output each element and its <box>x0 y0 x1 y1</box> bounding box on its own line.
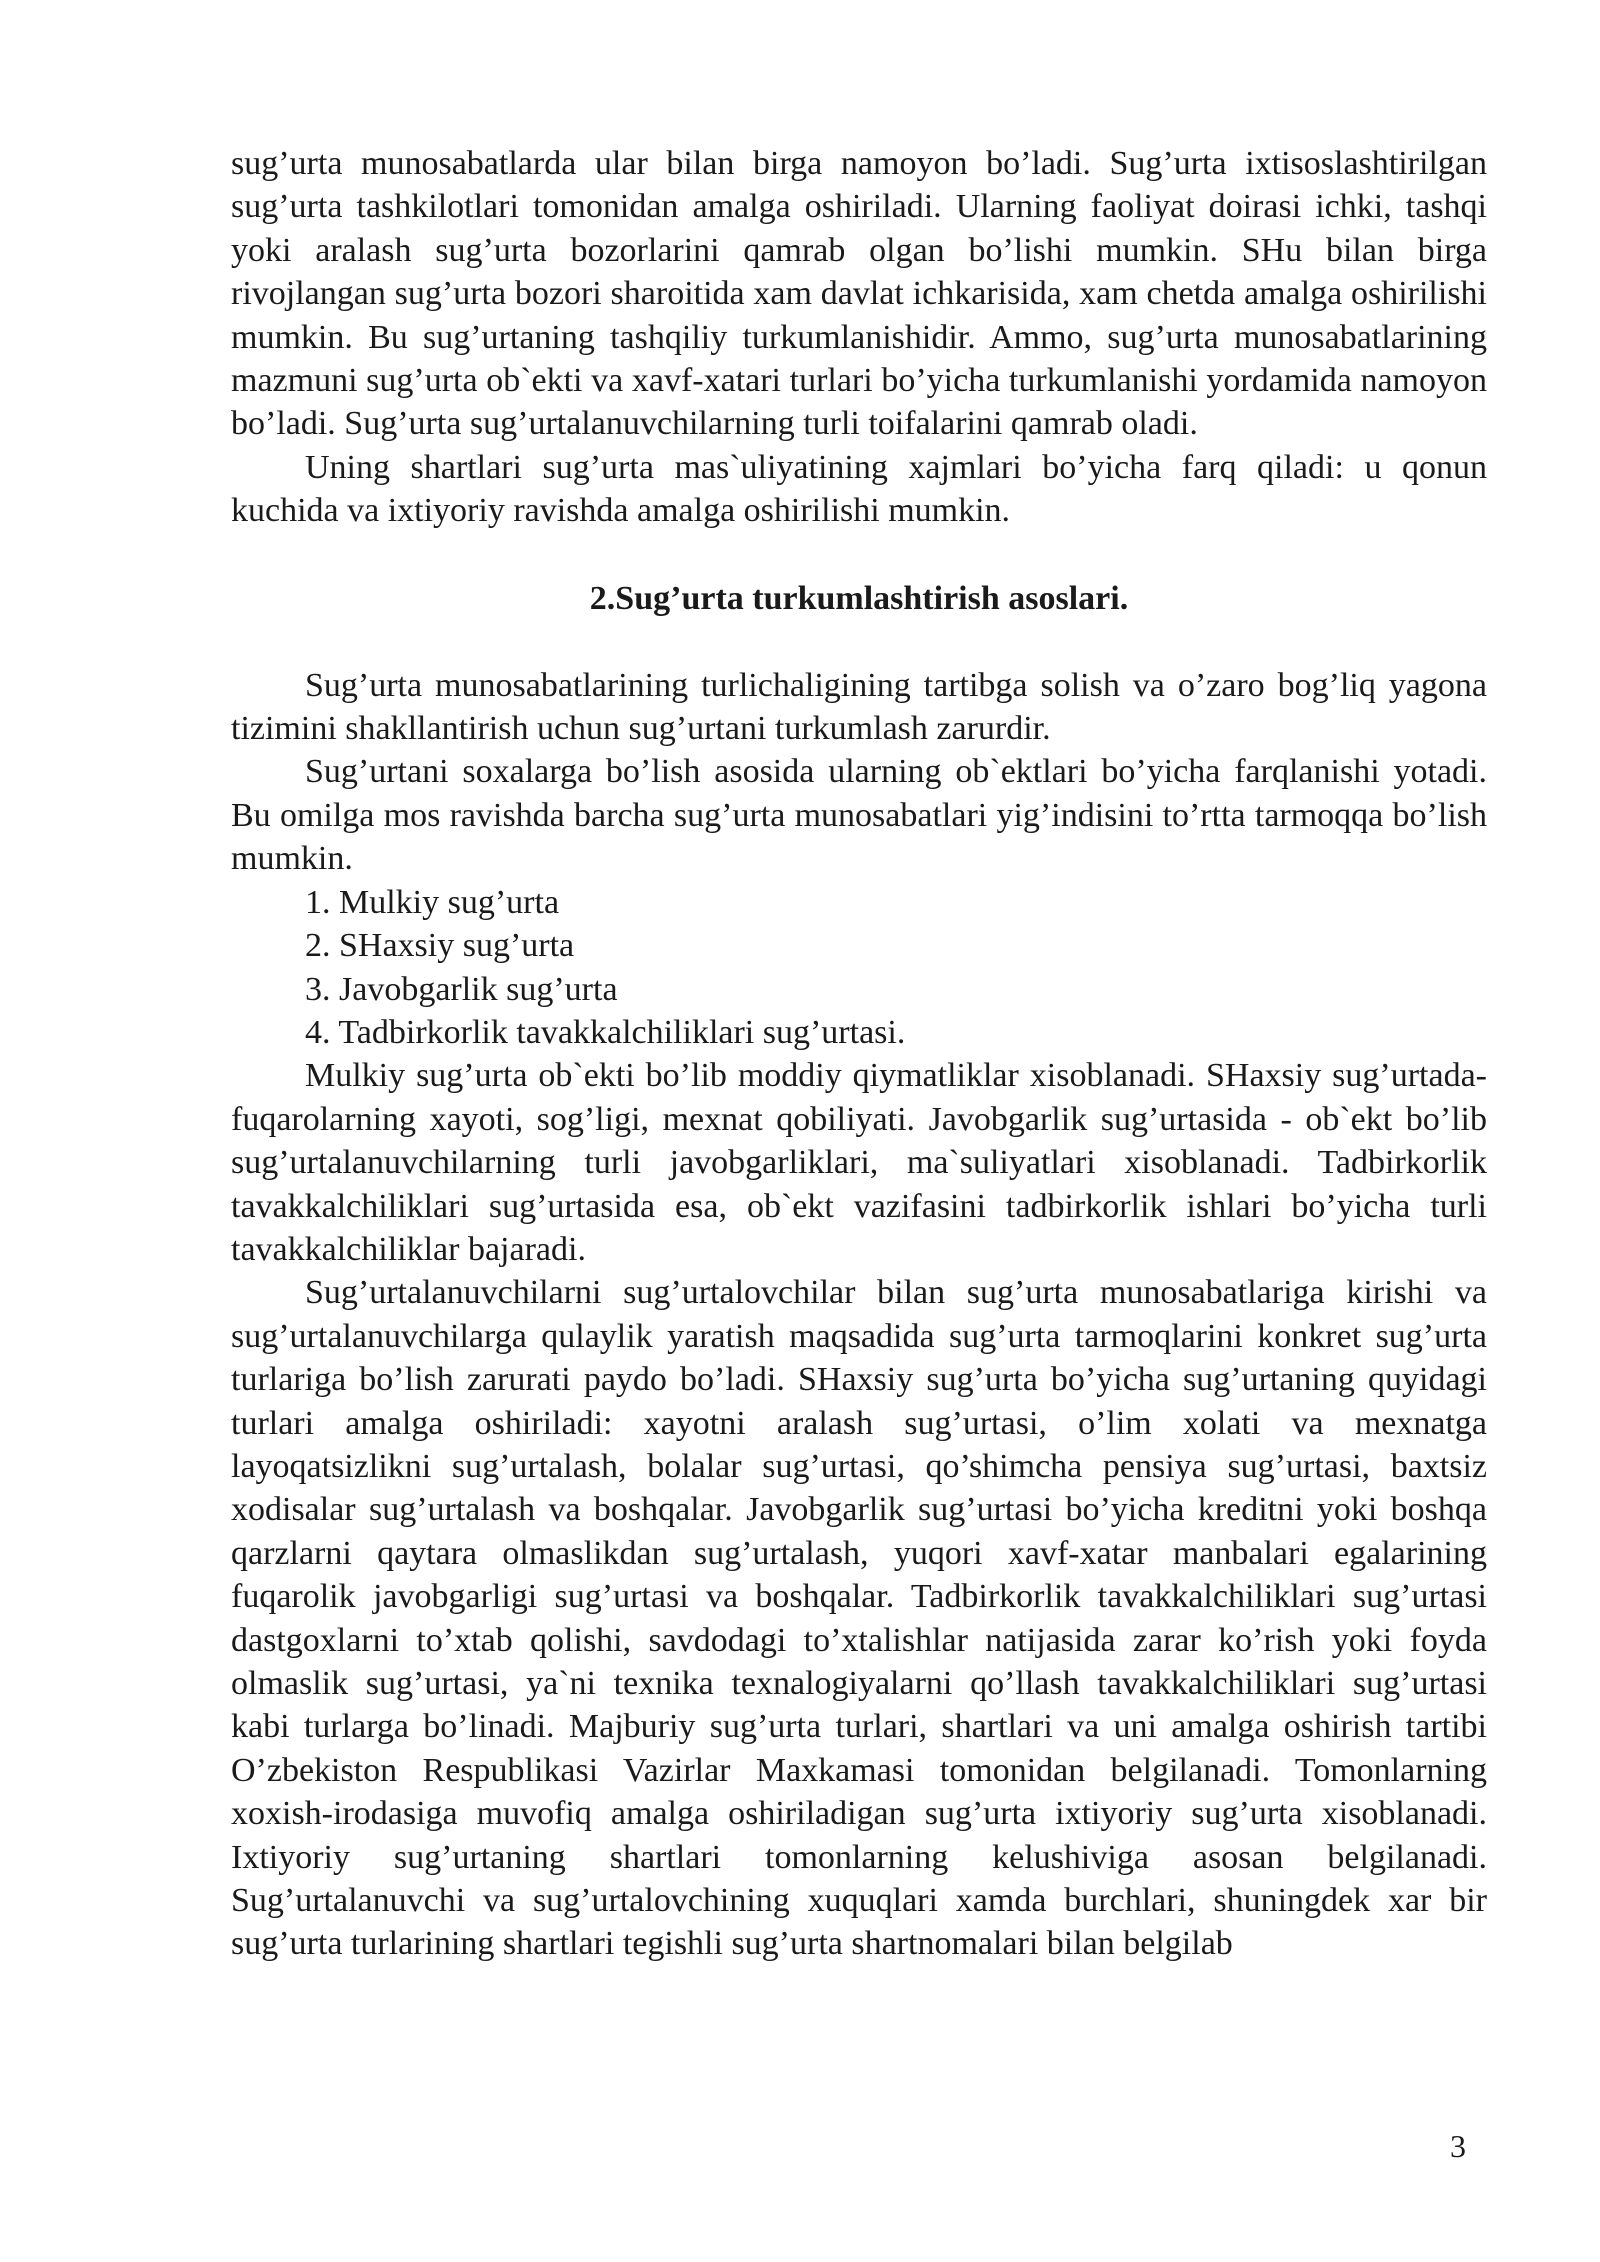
paragraph-6: Sug’urtalanuvchilarni sug’urtalovchilar bilan sug’urta munosabatlariga kirishi va sug’urtalanuvchilarga qulaylik yaratish maqsadida sug’urta tarmoqlarini konkret sug’urta turlariga bo’lish zarurati paydo bo’ladi. SHaxsiy sug’urta bo’yicha sug’urtaning quyidagi turlari amalga oshiriladi: xayotni aralash sug’urtasi, o’lim xolati va mexnatga layoqatsizlikni sug’urtalash, bolalar sug’urtasi, qo’shimcha pensiya sug’urtasi, baxtsiz xodisalar sug’urtalash va boshqalar. Javobgarlik sug’urtasi bo’yicha kreditni yoki boshqa qarzlarni qaytara olmaslikdan sug’urtalash, yuqori xavf-xatar manbalari egalarining fuqarolik javobgarligi sug’urtasi va boshqalar. Tadbirkorlik tavakkalchiliklari sug’urtasi dastgoxlarni to’xtab qolishi, savdodagi to’xtalishlar natijasida zarar ko’rish yoki foyda olmaslik sug’urtasi, ya`ni texnika texnalogiyalarni qo’llash tavakkalchiliklari sug’urtasi kabi turlarga bo’linadi. Majburiy sug’urta turlari, shartlari va uni amalga oshirish tartibi O’zbekiston Respublikasi Vazirlar Maxkamasi tomonidan belgilanadi. Tomonlarning xoxish-irodasiga muvofiq amalga oshiriladigan sug’urta ixtiyoriy sug’urta xisoblanadi. Ixtiyoriy sug’urtaning shartlari tomonlarning kelushiviga asosan belgilanadi. Sug’urtalanuvchi va sug’urtalovchining xuquqlari xamda burchlari, shuningdek xar bir sug’urta turlarining shartlari tegishli sug’urta shartnomalari bilan belgilab <box>231 1274 1487 1963</box>
page-number: 3 <box>1450 2128 1466 2164</box>
paragraph-5: Mulkiy sug’urta ob`ekti bo’lib moddiy qiymatliklar xisoblanadi. SHaxsiy sug’urtada- fuqarolarning xayoti, sog’ligi, mexnat qobiliyati. Javobgarlik sug’urtasida - ob`ekt bo’lib sug’urtalanuvchilarning turli javobgarliklari, ma`suliyatlari xisoblanadi. Tadbirkorlik tavakkalchiliklari sug’urtasida esa, ob`ekt vazifasini tadbirkorlik ishlari bo’yicha turli tavakkalchiliklar bajaradi. <box>231 1057 1487 1268</box>
paragraph-4: Sug’urtani soxalarga bo’lish asosida ularning ob`ektlari bo’yicha farqlanishi yotadi. Bu omilga mos ravishda barcha sug’urta munosabatlari yig’indisini to’rtta tarmoqqa bo’lish mumkin. <box>231 753 1487 878</box>
document-page <box>231 142 1487 1966</box>
paragraph-1: sug’urta munosabatlarda ular bilan birga namoyon bo’ladi. Sug’urta ixtisoslashtirilgan sug’urta tashkilotlari tomonidan amalga oshiriladi. Ularning faoliyat doirasi ichki, tashqi yoki aralash sug’urta bozorlarini qamrab olgan bo’lishi mumkin. SHu bilan birga rivojlangan sug’urta bozori sharoitida xam davlat ichkarisida, xam chetda amalga oshirilishi mumkin. Bu sug’urtaning tashqiliy turkumlanishidir. Ammo, sug’urta munosabatlarining mazmuni sug’urta ob`ekti va xavf-xatari turlari bo’yicha turkumlanishi yordamida namoyon bo’ladi. Sug’urta sug’urtalanuvchilarning turli toifalarini qamrab oladi. <box>231 145 1487 443</box>
paragraph-3: Sug’urta munosabatlarining turlichaligining tartibga solish va o’zaro bog’liq yagona tizimini shakllantirish uchun sug’urtani turkumlash zarurdir. <box>231 666 1487 748</box>
list-item: 1. Mulkiy sug’urta <box>305 883 560 921</box>
insurance-branches-list <box>231 881 1487 1055</box>
list-item: 3. Javobgarlik sug’urta <box>305 970 618 1008</box>
list-item: 4. Tadbirkorlik tavakkalchiliklari sug’urtasi. <box>305 1013 906 1051</box>
list-item: 2. SHaxsiy sug’urta <box>305 927 575 965</box>
paragraph-2: Uning shartlari sug’urta mas`uliyatining xajmlari bo’yicha farq qiladi: u qonun kuchida va ixtiyoriy ravishda amalga oshirilishi mumkin. <box>231 448 1487 530</box>
section-heading: 2.Sug’urta turkumlashtirish asoslari. <box>589 579 1129 617</box>
